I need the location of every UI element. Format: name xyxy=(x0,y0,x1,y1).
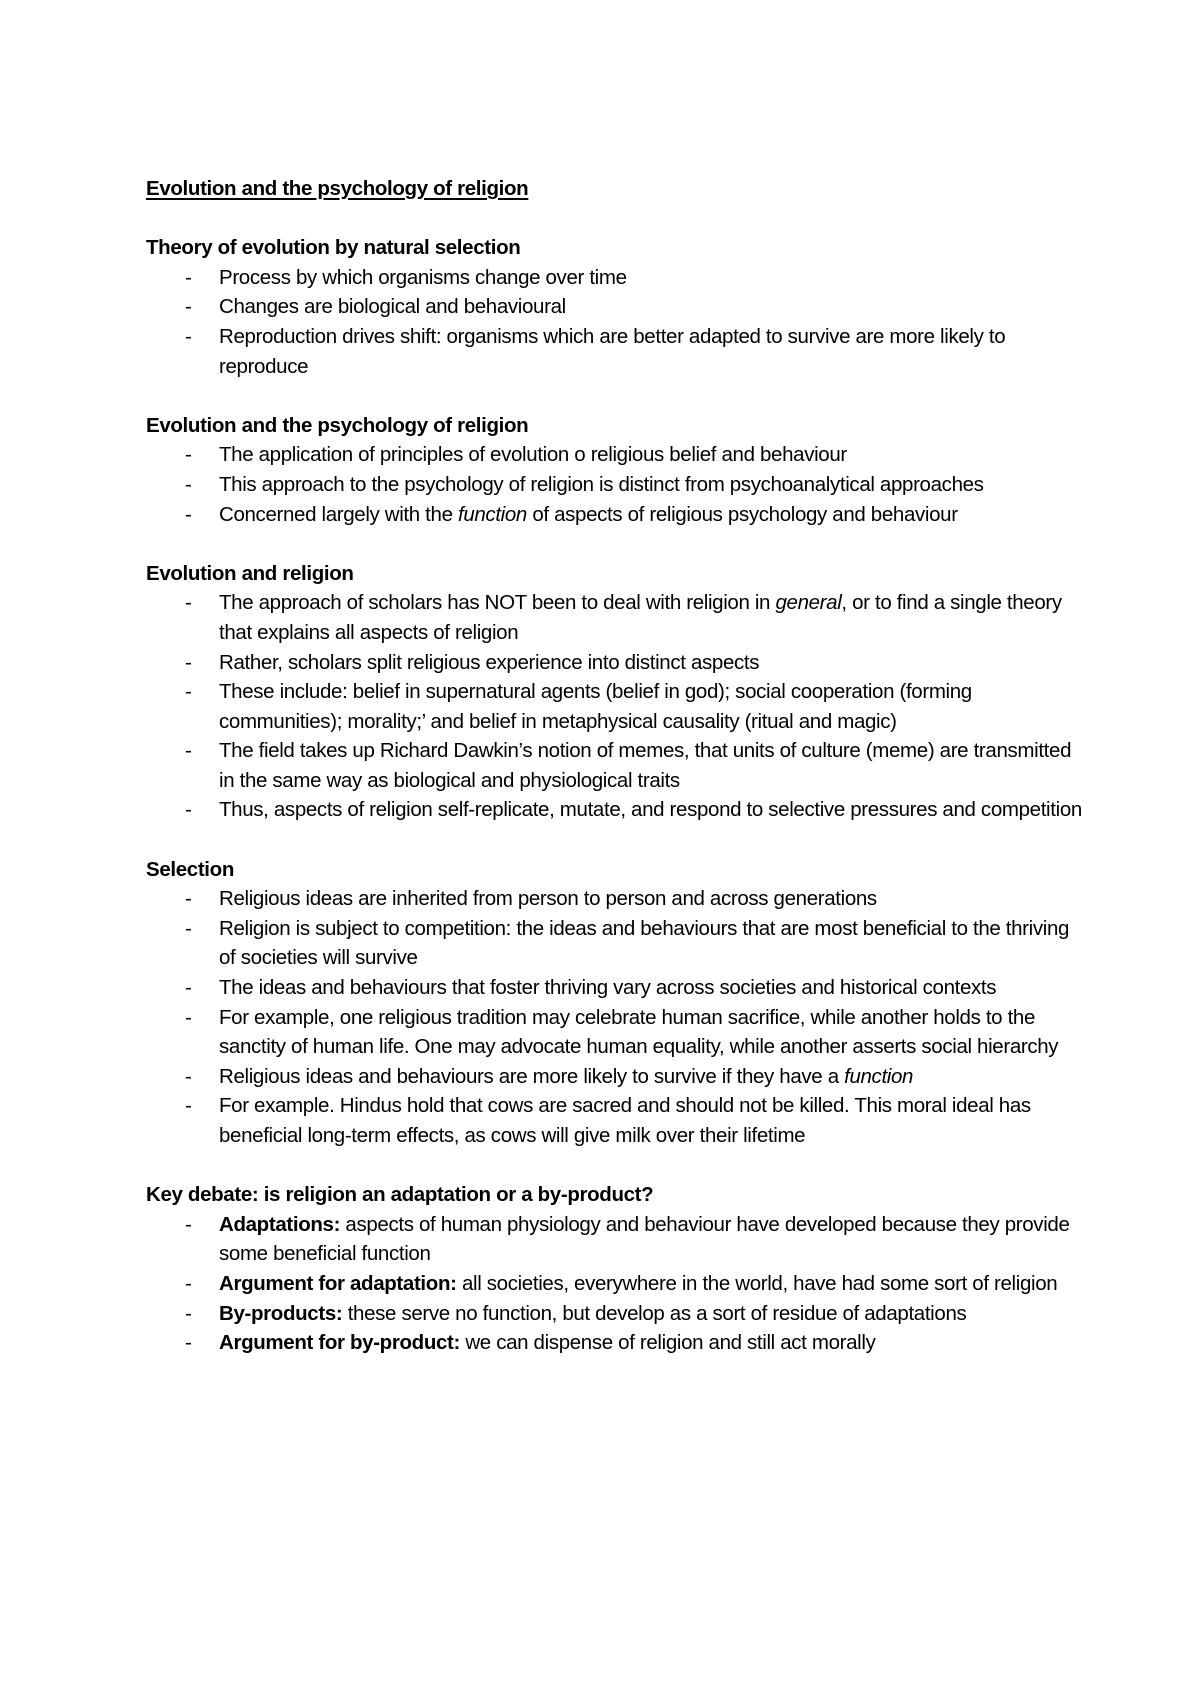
dash-bullet-icon: - xyxy=(185,443,192,467)
list-item xyxy=(146,1299,1086,1329)
dash-bullet-icon: - xyxy=(185,976,192,1000)
spacer xyxy=(146,529,1086,559)
bullet-list xyxy=(146,884,1086,1150)
list-item-text: Religion is subject to competition: the ideas and behaviours that are most beneficial to the thriving of societies will survive xyxy=(219,916,1070,970)
list-item xyxy=(146,677,1086,736)
list-item-text: The application of principles of evolution o religious belief and behaviour xyxy=(219,443,847,467)
dash-bullet-icon: - xyxy=(185,1212,192,1236)
bullet-list xyxy=(146,440,1086,529)
section-heading: Key debate: is religion an adaptation or a by-product? xyxy=(146,1183,654,1207)
list-item-text: The approach of scholars has NOT been to deal with religion in xyxy=(219,591,776,615)
list-item-text: Thus, aspects of religion self-replicate, mutate, and respond to selective pressures and competition xyxy=(219,798,1082,822)
list-item-text: These include: belief in supernatural agents (belief in god); social cooperation (forming communities); morality;’ and belief in metaphysical causality (ritual and magic) xyxy=(219,680,972,733)
list-item-text: Adaptations: xyxy=(219,1212,341,1236)
list-item xyxy=(146,884,1086,914)
list-item-text: Religious ideas are inherited from person to person and across generations xyxy=(219,887,877,911)
dash-bullet-icon: - xyxy=(185,798,192,822)
list-item-text: general xyxy=(775,591,842,615)
list-item-text: The field takes up Richard Dawkin’s notion of memes, that units of culture (meme) are transmitted in the same way as biological and physiological traits xyxy=(219,739,1072,792)
list-item xyxy=(146,440,1086,470)
bullet-list xyxy=(146,588,1086,825)
section-heading: Selection xyxy=(146,857,234,881)
dash-bullet-icon: - xyxy=(185,887,192,911)
list-item-text: Process by which organisms change over time xyxy=(219,265,627,289)
list-item-text: Concerned largely with the xyxy=(219,502,458,526)
dash-bullet-icon: - xyxy=(185,1271,192,1295)
dash-bullet-icon: - xyxy=(185,1005,192,1029)
list-item xyxy=(146,1003,1086,1062)
list-item-text: Reproduction drives shift: organisms which are better adapted to survive are more likely to reproduce xyxy=(219,324,1006,378)
list-item-text: these serve no function, but develop as a sort of residue of adaptations xyxy=(342,1301,967,1325)
list-item-text: Argument for adaptation: xyxy=(219,1271,457,1295)
list-item-text: function xyxy=(844,1064,914,1088)
list-item-text: Changes are biological and behavioural xyxy=(219,295,566,319)
spacer xyxy=(146,204,1086,234)
dash-bullet-icon: - xyxy=(185,295,192,319)
list-item-text: we can dispense of religion and still act morally xyxy=(460,1331,876,1355)
list-item xyxy=(146,914,1086,973)
list-item-text: By-products: xyxy=(219,1301,343,1325)
section-heading: Evolution and the psychology of religion xyxy=(146,413,529,437)
list-item xyxy=(146,1062,1086,1092)
spacer xyxy=(146,825,1086,855)
list-item-text: aspects of human physiology and behaviour have developed because they provide some beneficial function xyxy=(219,1212,1070,1266)
dash-bullet-icon: - xyxy=(185,650,192,674)
dash-bullet-icon: - xyxy=(185,1064,192,1088)
list-item xyxy=(146,1210,1086,1269)
list-item xyxy=(146,1091,1086,1150)
list-item-text: function xyxy=(457,502,527,526)
list-item xyxy=(146,470,1086,500)
document-title: Evolution and the psychology of religion xyxy=(146,177,529,200)
dash-bullet-icon: - xyxy=(185,1331,192,1355)
dash-bullet-icon: - xyxy=(185,680,192,704)
list-item-text: , or to find a single theory that explains all aspects of religion xyxy=(219,591,1062,644)
section-heading: Evolution and religion xyxy=(146,561,354,585)
list-item-text: For example. Hindus hold that cows are sacred and should not be killed. This moral ideal has beneficial long-term effects, as cows will give milk over their lifetime xyxy=(219,1094,1031,1147)
dash-bullet-icon: - xyxy=(185,472,192,496)
list-item-text: Argument for by-product: xyxy=(219,1331,460,1355)
list-item xyxy=(146,1328,1086,1358)
document-page xyxy=(146,174,1086,1358)
dash-bullet-icon: - xyxy=(185,1094,192,1118)
document-body xyxy=(146,233,1086,1358)
list-item-text: Religious ideas and behaviours are more likely to survive if they have a xyxy=(219,1064,845,1088)
spacer xyxy=(146,381,1086,411)
list-item xyxy=(146,588,1086,647)
list-item-text: For example, one religious tradition may celebrate human sacrifice, while another holds to the sanctity of human life. One may advocate human equality, while another asserts social hierarchy xyxy=(219,1005,1059,1059)
list-item xyxy=(146,973,1086,1003)
dash-bullet-icon: - xyxy=(185,1301,192,1325)
list-item-text: of aspects of religious psychology and behaviour xyxy=(526,502,958,526)
list-item xyxy=(146,500,1086,530)
list-item xyxy=(146,263,1086,293)
list-item xyxy=(146,292,1086,322)
dash-bullet-icon: - xyxy=(185,502,192,526)
list-item-text: all societies, everywhere in the world, have had some sort of religion xyxy=(456,1271,1058,1295)
dash-bullet-icon: - xyxy=(185,324,192,348)
dash-bullet-icon: - xyxy=(185,591,192,615)
dash-bullet-icon: - xyxy=(185,739,192,763)
list-item xyxy=(146,736,1086,795)
dash-bullet-icon: - xyxy=(185,265,192,289)
list-item xyxy=(146,795,1086,825)
list-item-text: The ideas and behaviours that foster thriving vary across societies and historical contexts xyxy=(219,976,997,1000)
bullet-list xyxy=(146,1210,1086,1358)
list-item xyxy=(146,322,1086,381)
list-item xyxy=(146,1269,1086,1299)
bullet-list xyxy=(146,263,1086,381)
list-item-text: Rather, scholars split religious experience into distinct aspects xyxy=(219,650,760,674)
list-item-text: This approach to the psychology of religion is distinct from psychoanalytical approaches xyxy=(219,472,984,496)
spacer xyxy=(146,1151,1086,1181)
section-heading: Theory of evolution by natural selection xyxy=(146,236,521,260)
dash-bullet-icon: - xyxy=(185,916,192,940)
list-item xyxy=(146,648,1086,678)
